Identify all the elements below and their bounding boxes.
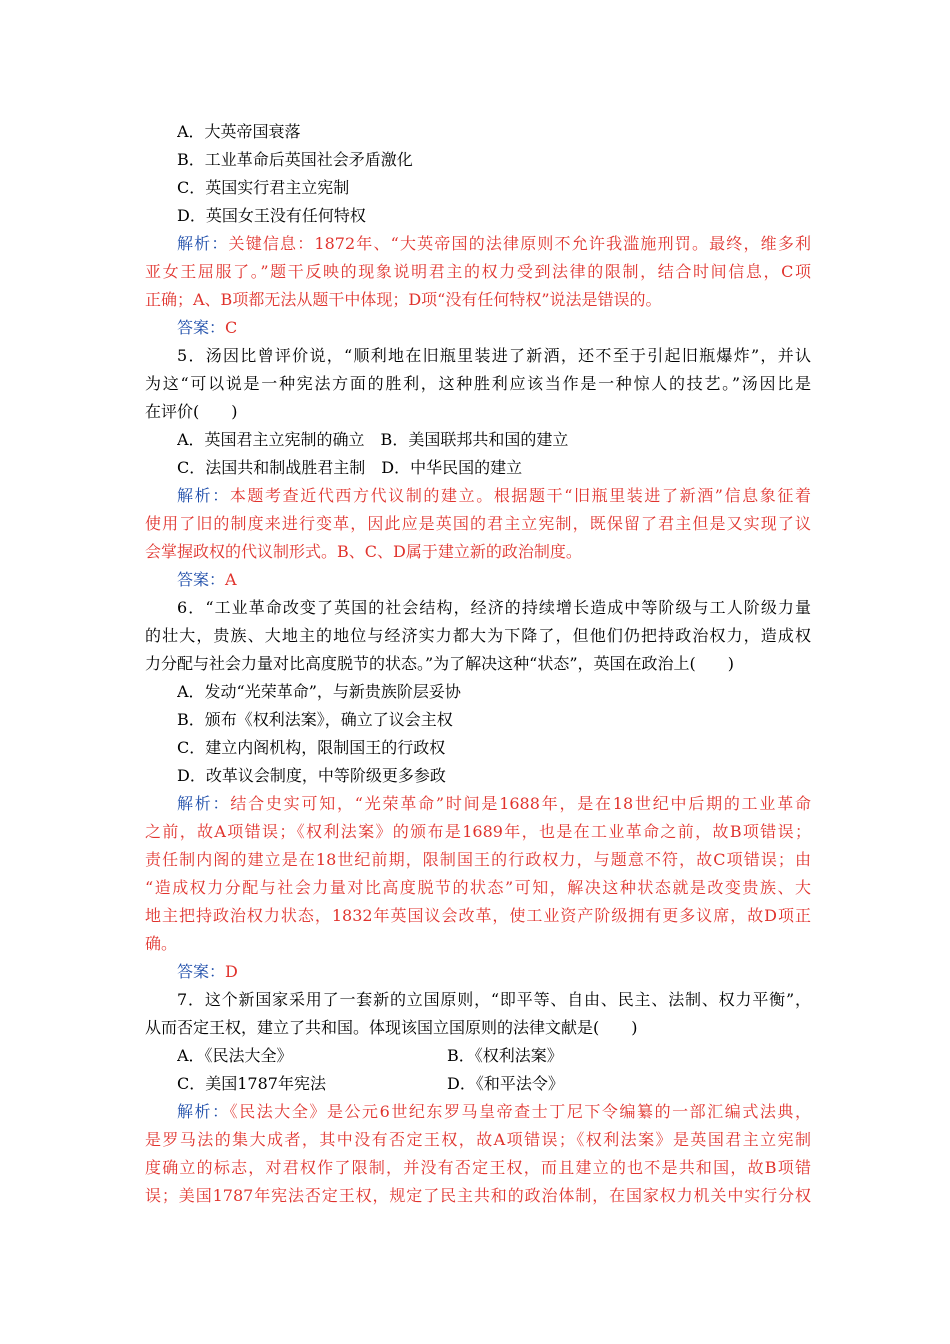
q7-analysis-label: 解析： <box>177 1102 230 1121</box>
q4-analysis-line: 解析：关键信息：1872年、“大英帝国的法律原则不允许我滥施刑罚。最终，维多利 <box>177 234 811 253</box>
q4-analysis-line: 亚女王屈服了。”题干反映的现象说明君主的权力受到法律的限制，结合时间信息，C项 <box>145 262 811 281</box>
q6-answer-value: D <box>225 962 238 981</box>
q6-answer-label: 答案： <box>177 962 226 981</box>
q4-analysis-line: 正确；A、B项都无法从题干中体现；D项“没有任何特权”说法是错误的。 <box>145 290 662 309</box>
q7-options-row <box>177 1070 811 1098</box>
q7-analysis-line: 是罗马法的集大成者，其中没有否定王权，故A项错误；《权利法案》是英国君主立宪制 <box>145 1130 811 1149</box>
q7-stem-line: 7．这个新国家采用了一套新的立国原则，“即平等、自由、民主、法制、权力平衡”， <box>177 990 811 1009</box>
q4-option-d: D．英国女王没有任何特权 <box>177 206 366 225</box>
q6-answer <box>177 958 811 986</box>
q5-answer <box>177 566 811 594</box>
q5-stem-line: 为这“可以说是一种宪法方面的胜利，这种胜利应该当作是一种惊人的技艺。”汤因比是 <box>145 374 811 393</box>
q6-option-c: C．建立内阁机构，限制国王的行政权 <box>177 738 446 757</box>
q6-analysis-label: 解析： <box>177 794 231 813</box>
q6-analysis-line: 解析：结合史实可知，“光荣革命”时间是1688年，是在18世纪中后期的工业革命 <box>177 794 811 813</box>
q6-option-a: A．发动“光荣革命”，与新贵族阶层妥协 <box>177 682 461 701</box>
q6-analysis-line: 确。 <box>145 934 178 953</box>
q5-answer-value: A <box>225 570 237 589</box>
q6-option-b: B．颁布《权利法案》，确立了议会主权 <box>177 710 453 729</box>
q7-analysis-line: 解析：《民法大全》是公元6世纪东罗马皇帝查士丁尼下令编纂的一部汇编式法典， <box>177 1102 811 1121</box>
q7-analysis-line: 误；美国1787年宪法否定王权，规定了民主共和的政治体制，在国家权力机关中实行分权 <box>145 1186 811 1205</box>
q6-option-d: D．改革议会制度，中等阶级更多参政 <box>177 766 446 785</box>
q5-stem-line: 在评价( ) <box>145 402 238 421</box>
q7-option-b: B．《权利法案》 <box>447 1046 563 1065</box>
q7-analysis-line: 度确立的标志，对君权作了限制，并没有否定王权，而且建立的也不是共和国，故B项错 <box>145 1158 811 1177</box>
q7-option-d: D．《和平法令》 <box>447 1074 564 1093</box>
q7-stem-line: 从而否定王权，建立了共和国。体现该国立国原则的法律文献是( ) <box>145 1018 638 1037</box>
q6-analysis-line: 地主把持政治权力状态，1832年英国议会改革，使工业资产阶级拥有更多议席，故D项正 <box>145 906 811 925</box>
q5-analysis-line: 会掌握政权的代议制形式。B、C、D属于建立新的政治制度。 <box>145 542 582 561</box>
q5-analysis-line: 使用了旧的制度来进行变革，因此应是英国的君主立宪制，既保留了君主但是又实现了议 <box>145 514 811 533</box>
q4-answer <box>177 314 811 342</box>
q5-options-row: C．法国共和制战胜君主制 D．中华民国的建立 <box>177 458 523 477</box>
q6-stem-line: 的壮大，贵族、大地主的地位与经济实力都大为下降了，但他们仍把持政治权力，造成权 <box>145 626 811 645</box>
q5-stem-line: 5．汤因比曾评价说，“顺利地在旧瓶里装进了新酒，还不至于引起旧瓶爆炸”，并认 <box>177 346 811 365</box>
q4-option-b: B．工业革命后英国社会矛盾激化 <box>177 150 413 169</box>
q4-answer-label: 答案： <box>177 318 226 337</box>
q4-answer-value: C <box>225 318 238 337</box>
q6-stem-line: 力分配与社会力量对比高度脱节的状态。”为了解决这种“状态”，英国在政治上( ) <box>145 654 735 673</box>
q6-analysis-line: 之前，故A项错误；《权利法案》的颁布是1689年，也是在工业革命之前，故B项错误； <box>145 822 811 841</box>
q6-stem-line: 6．“工业革命改变了英国的社会结构，经济的持续增长造成中等阶级与工人阶级力量 <box>177 598 811 617</box>
q7-options-row <box>177 1042 811 1070</box>
q4-option-a: A．大英帝国衰落 <box>177 122 301 141</box>
q4-option-c: C．英国实行君主立宪制 <box>177 178 350 197</box>
q7-option-a: A．《民法大全》 <box>177 1046 293 1065</box>
q6-analysis-line: 责任制内阁的建立是在18世纪前期，限制国王的行政权力，与题意不符，故C项错误；由 <box>145 850 811 869</box>
q5-answer-label: 答案： <box>177 570 226 589</box>
q4-analysis-label: 解析： <box>177 234 229 253</box>
q5-analysis-label: 解析： <box>177 486 230 505</box>
q7-option-c: C．美国1787年宪法 <box>177 1074 326 1093</box>
q6-analysis-line: “造成权力分配与社会力量对比高度脱节的状态”可知，解决这种状态就是改变贵族、大 <box>145 878 811 897</box>
q5-options-row: A．英国君主立宪制的确立 B．美国联邦共和国的建立 <box>177 430 569 449</box>
q5-analysis-line: 解析：本题考查近代西方代议制的建立。根据题干“旧瓶里装进了新酒”信息象征着 <box>177 486 811 505</box>
